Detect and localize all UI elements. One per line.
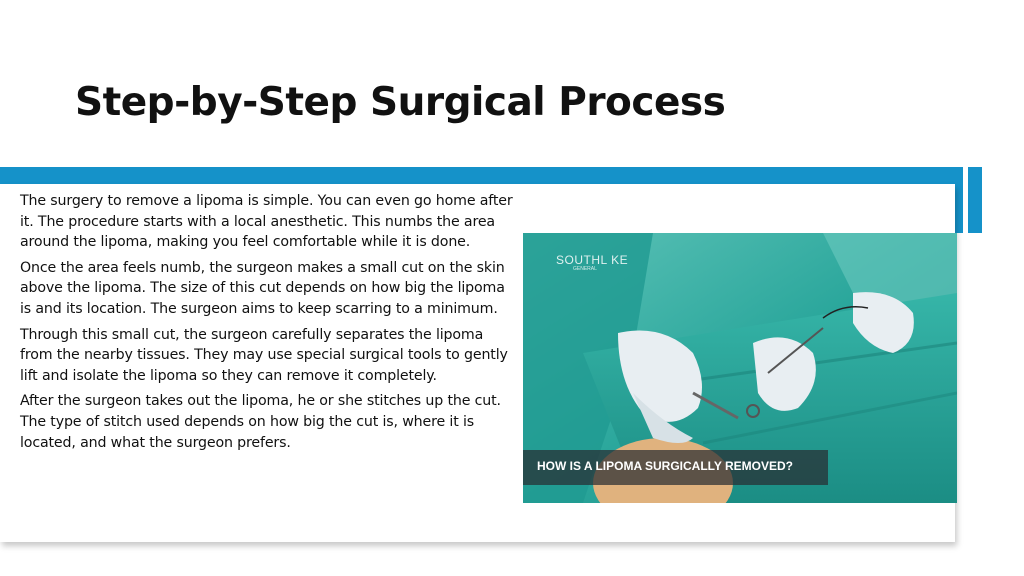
photo-caption: HOW IS A LIPOMA SURGICALLY REMOVED? <box>537 459 794 473</box>
accent-stripe <box>968 167 982 233</box>
paragraph: After the surgeon takes out the lipoma, he or she stitches up the cut. The type of stitch used depends on how big the cut is, where it is located, and what the surgeon prefers. <box>20 393 501 451</box>
accent-bar <box>0 167 955 184</box>
paragraph: Through this small cut, the surgeon carefully separates the lipoma from the nearby tissues. They may use special surgical tools to gently lift and isolate the lipoma so they can remove it completely. <box>20 326 508 384</box>
slide-title: Step-by-Step Surgical Process <box>75 80 726 125</box>
body-text <box>20 191 515 458</box>
surgery-photo <box>523 233 957 503</box>
paragraph: Once the area feels numb, the surgeon makes a small cut on the skin above the lipoma. The size of this cut depends on how big the lipoma is and its location. The surgeon aims to keep scarring to a minimum. <box>20 259 505 317</box>
brand-logo-subtext: GENERAL <box>573 266 597 272</box>
brand-logo: SOUTHL KE <box>556 253 629 267</box>
accent-stripe <box>955 167 963 233</box>
paragraph: The surgery to remove a lipoma is simple. You can even go home after it. The procedure starts with a local anesthetic. This numbs the area around the lipoma, making you feel comfortable while it is done. <box>20 193 513 251</box>
